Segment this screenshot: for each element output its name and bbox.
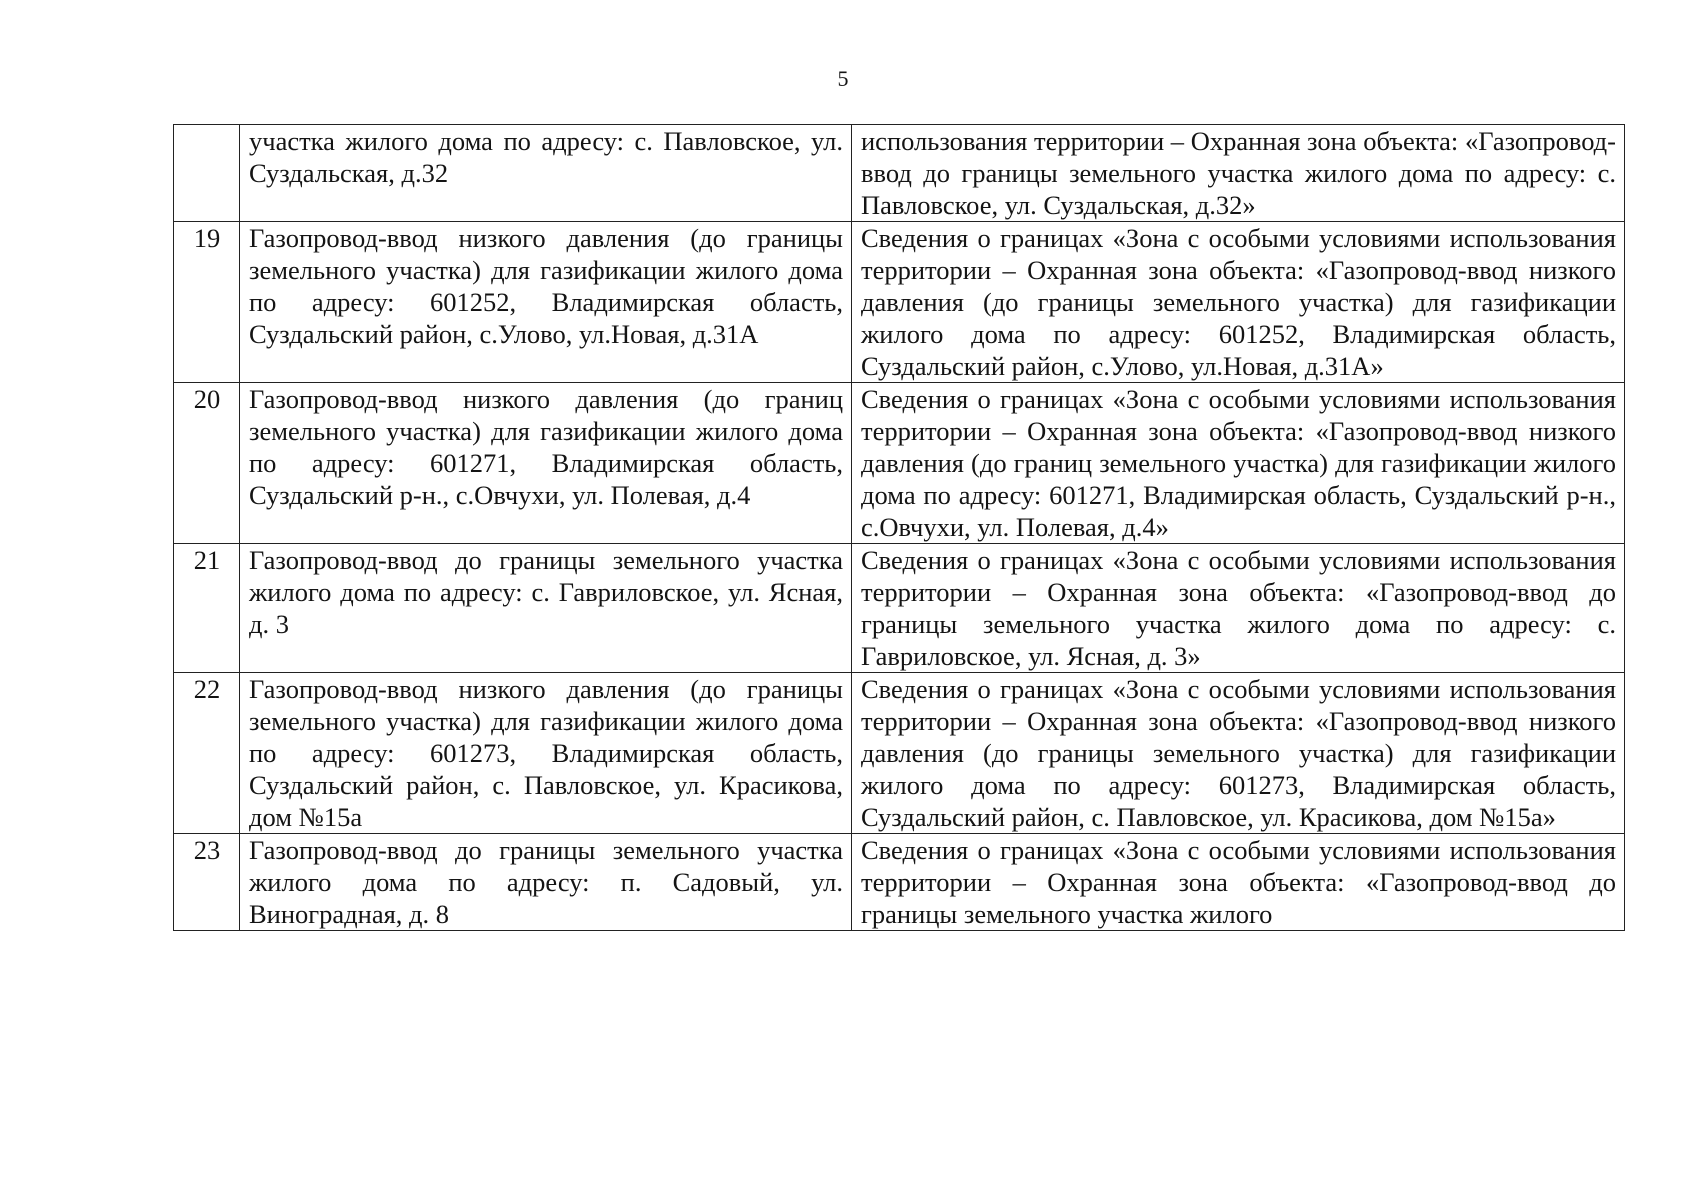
row-number: 21 (174, 544, 240, 673)
zone-info-cell: использования территории – Охранная зона объекта: «Газопровод-ввод до границы земельного участка жилого дома по адресу: с. Павловское, ул. Суздальская, д.32» (852, 125, 1625, 222)
row-number: 20 (174, 383, 240, 544)
row-number: 22 (174, 673, 240, 834)
zone-info-cell: Сведения о границах «Зона с особыми условиями использования территории – Охранная зона объекта: «Газопровод-ввод низкого давления (до границы земельного участка) для газификации жилого дома по адресу: 601273, Владимирская область, Суздальский район, с. Павловское, ул. Красикова, дом №15а» (852, 673, 1625, 834)
object-name-cell: участка жилого дома по адресу: с. Павловское, ул. Суздальская, д.32 (240, 125, 852, 222)
table-row (174, 383, 1625, 544)
zone-info-cell (852, 834, 1625, 931)
zone-info-cell: Сведения о границах «Зона с особыми условиями использования территории – Охранная зона объекта: «Газопровод-ввод до границы земельного участка жилого дома по адресу: с. Гавриловское, ул. Ясная, д. 3» (852, 544, 1625, 673)
table-row (174, 544, 1625, 673)
table-row (174, 222, 1625, 383)
row-number (174, 125, 240, 222)
zone-info-cell: Сведения о границах «Зона с особыми условиями использования территории – Охранная зона объекта: «Газопровод-ввод низкого давления (до границы земельного участка) для газификации жилого дома по адресу: 601252, Владимирская область, Суздальский район, с.Улово, ул.Новая, д.31А» (852, 222, 1625, 383)
zone-info-cell: Сведения о границах «Зона с особыми условиями использования территории – Охранная зона объекта: «Газопровод-ввод низкого давления (до границ земельного участка) для газификации жилого дома по адресу: 601271, Владимирская область, Суздальский р-н., с.Овчухи, ул. Полевая, д.4» (852, 383, 1625, 544)
page-number: 5 (837, 66, 849, 91)
row-number: 19 (174, 222, 240, 383)
object-name-cell: Газопровод-ввод до границы земельного участка жилого дома по адресу: с. Гавриловское, ул. Ясная, д. 3 (240, 544, 852, 673)
object-name-cell: Газопровод-ввод низкого давления (до границы земельного участка) для газификации жилого дома по адресу: 601252, Владимирская область, Суздальский район, с.Улово, ул.Новая, д.31А (240, 222, 852, 383)
zones-table (173, 124, 1625, 931)
table-row (174, 125, 1625, 222)
object-name-cell: Газопровод-ввод низкого давления (до границ земельного участка) для газификации жилого дома по адресу: 601271, Владимирская область, Суздальский р-н., с.Овчухи, ул. Полевая, д.4 (240, 383, 852, 544)
object-name-cell: Газопровод-ввод до границы земельного участка жилого дома по адресу: п. Садовый, ул. Виноградная, д. 8 (240, 834, 852, 931)
zone-info-text: Сведения о границах «Зона с особыми условиями использования территории – Охранная зона объекта: «Газопровод-ввод до границы земельного участка жилого (861, 835, 1616, 929)
row-number: 23 (174, 834, 240, 931)
table-row (174, 673, 1625, 834)
object-name-cell: Газопровод-ввод низкого давления (до границы земельного участка) для газификации жилого дома по адресу: 601273, Владимирская область, Суздальский район, с. Павловское, ул. Красикова, дом №15а (240, 673, 852, 834)
table-row (174, 834, 1625, 931)
